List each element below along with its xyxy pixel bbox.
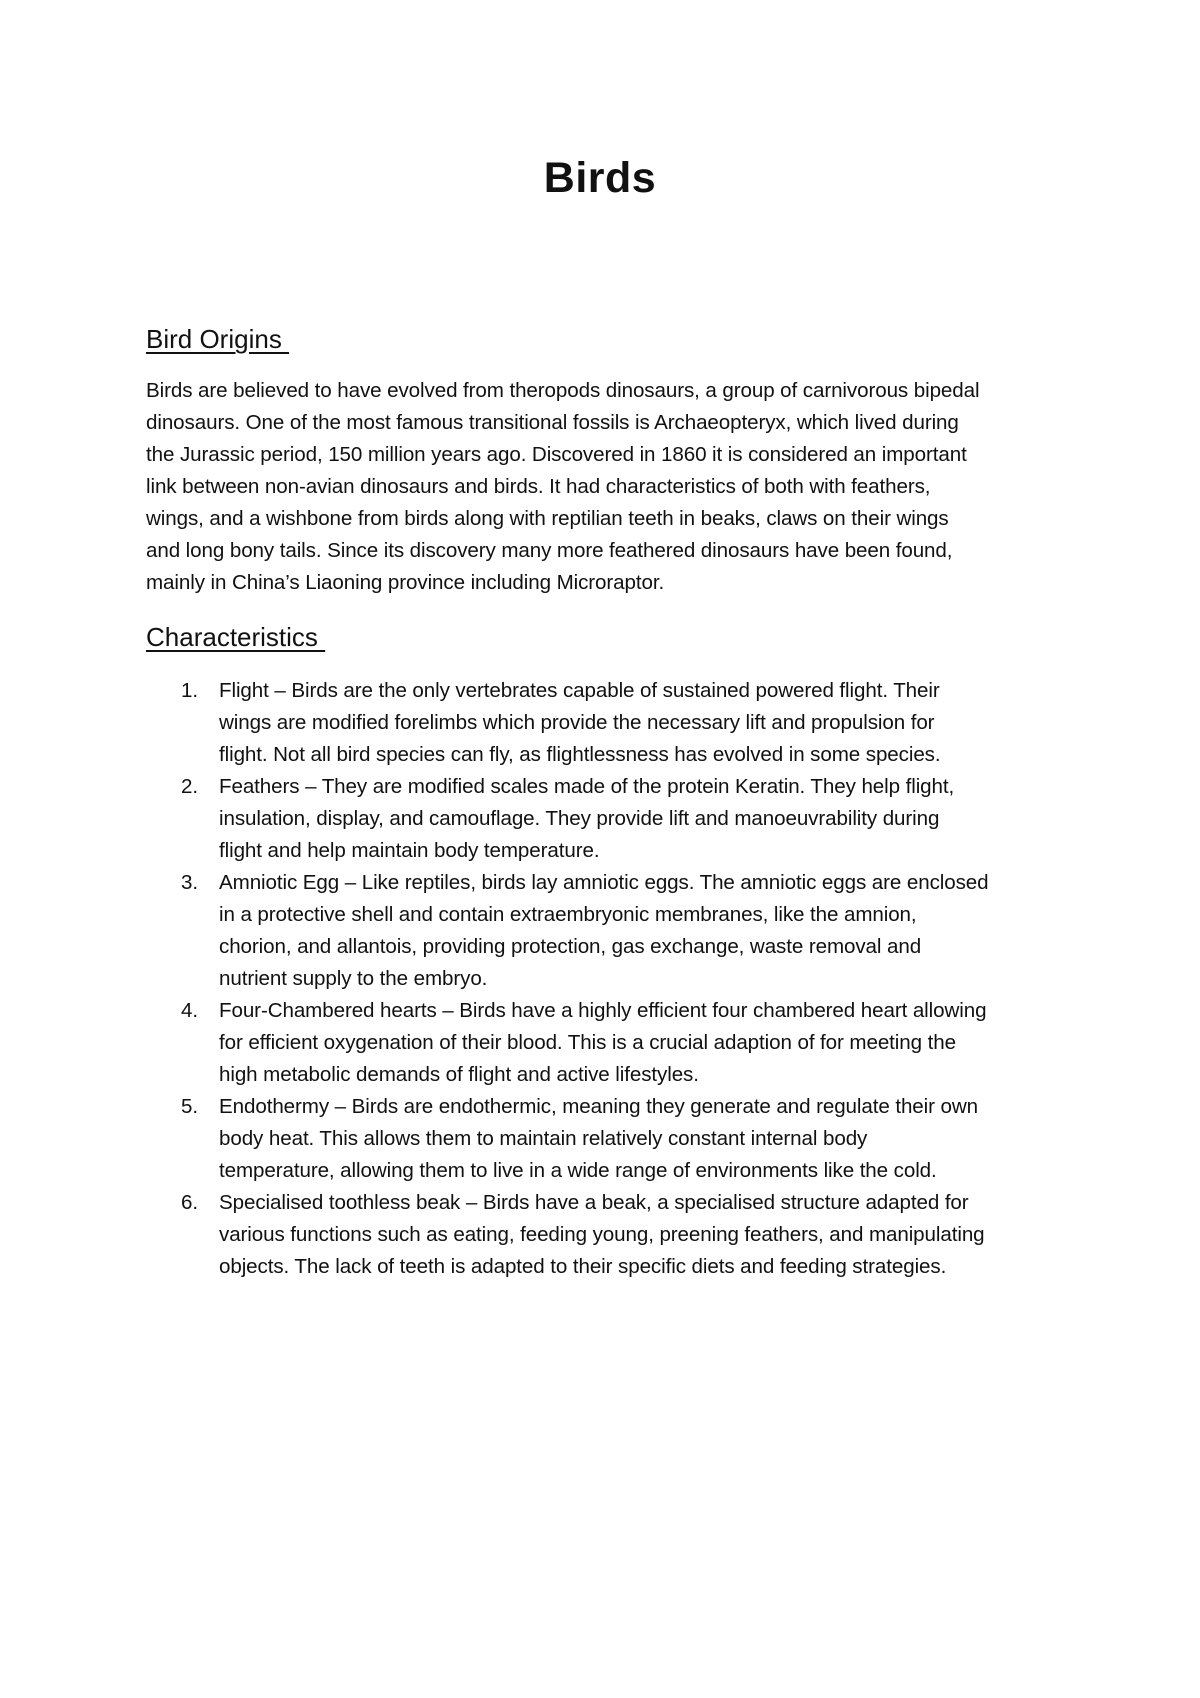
list-item-line: for efficient oxygenation of their blood. This is a crucial adaption of for meeting the — [219, 1031, 956, 1054]
list-item-line: temperature, allowing them to live in a wide range of environments like the cold. — [219, 1159, 937, 1182]
list-number: 6. — [181, 1191, 198, 1214]
list-item-line: in a protective shell and contain extraembryonic membranes, like the amnion, — [219, 903, 917, 926]
list-item-line: body heat. This allows them to maintain relatively constant internal body — [219, 1127, 868, 1150]
bird-origins-paragraph — [146, 375, 1076, 599]
list-number: 4. — [181, 999, 198, 1022]
section-heading-characteristics: Characteristics — [146, 622, 326, 652]
list-item-line: flight. Not all bird species can fly, as flightlessness has evolved in some species. — [219, 743, 941, 766]
list-item-amniotic-egg — [146, 867, 1086, 995]
paragraph-line: link between non-avian dinosaurs and birds. It had characteristics of both with feathers, — [146, 475, 931, 498]
list-item-four-chambered-hearts — [146, 995, 1086, 1091]
paragraph-line: dinosaurs. One of the most famous transitional fossils is Archaeopteryx, which lived during — [146, 411, 959, 434]
paragraph-line: mainly in China’s Liaoning province including Microraptor. — [146, 571, 665, 594]
list-item-line: chorion, and allantois, providing protection, gas exchange, waste removal and — [219, 935, 922, 958]
list-number: 1. — [181, 679, 198, 702]
list-number: 5. — [181, 1095, 198, 1118]
list-item-flight — [146, 675, 1086, 771]
list-item-line: Amniotic Egg – Like reptiles, birds lay amniotic eggs. The amniotic eggs are enclosed — [219, 871, 989, 894]
list-item-line: Feathers – They are modified scales made of the protein Keratin. They help flight, — [219, 775, 955, 798]
paragraph-line: wings, and a wishbone from birds along with reptilian teeth in beaks, claws on their wings — [146, 507, 949, 530]
list-item-line: insulation, display, and camouflage. They provide lift and manoeuvrability during — [219, 807, 940, 830]
characteristics-list — [146, 675, 1086, 1283]
list-number: 2. — [181, 775, 198, 798]
list-item-line: Flight – Birds are the only vertebrates capable of sustained powered flight. Their — [219, 679, 940, 702]
list-item-line: various functions such as eating, feeding young, preening feathers, and manipulating — [219, 1223, 985, 1246]
list-number: 3. — [181, 871, 198, 894]
list-item-line: Endothermy – Birds are endothermic, meaning they generate and regulate their own — [219, 1095, 978, 1118]
paragraph-line: Birds are believed to have evolved from theropods dinosaurs, a group of carnivorous bipedal — [146, 379, 980, 402]
list-item-line: high metabolic demands of flight and active lifestyles. — [219, 1063, 699, 1086]
list-item-endothermy — [146, 1091, 1086, 1187]
section-heading-bird-origins: Bird Origins — [146, 324, 290, 354]
list-item-line: objects. The lack of teeth is adapted to their specific diets and feeding strategies. — [219, 1255, 947, 1278]
paragraph-line: the Jurassic period, 150 million years ago. Discovered in 1860 it is considered an important — [146, 443, 967, 466]
list-item-line: nutrient supply to the embryo. — [219, 967, 488, 990]
paragraph-line: and long bony tails. Since its discovery many more feathered dinosaurs have been found, — [146, 539, 953, 562]
list-item-line: wings are modified forelimbs which provide the necessary lift and propulsion for — [219, 711, 935, 734]
page-title: Birds — [543, 154, 657, 202]
list-item-line: Specialised toothless beak – Birds have a beak, a specialised structure adapted for — [219, 1191, 969, 1214]
list-item-line: flight and help maintain body temperature. — [219, 839, 600, 862]
list-item-toothless-beak — [146, 1187, 1086, 1283]
list-item-feathers — [146, 771, 1086, 867]
list-item-line: Four-Chambered hearts – Birds have a highly efficient four chambered heart allowing — [219, 999, 987, 1022]
